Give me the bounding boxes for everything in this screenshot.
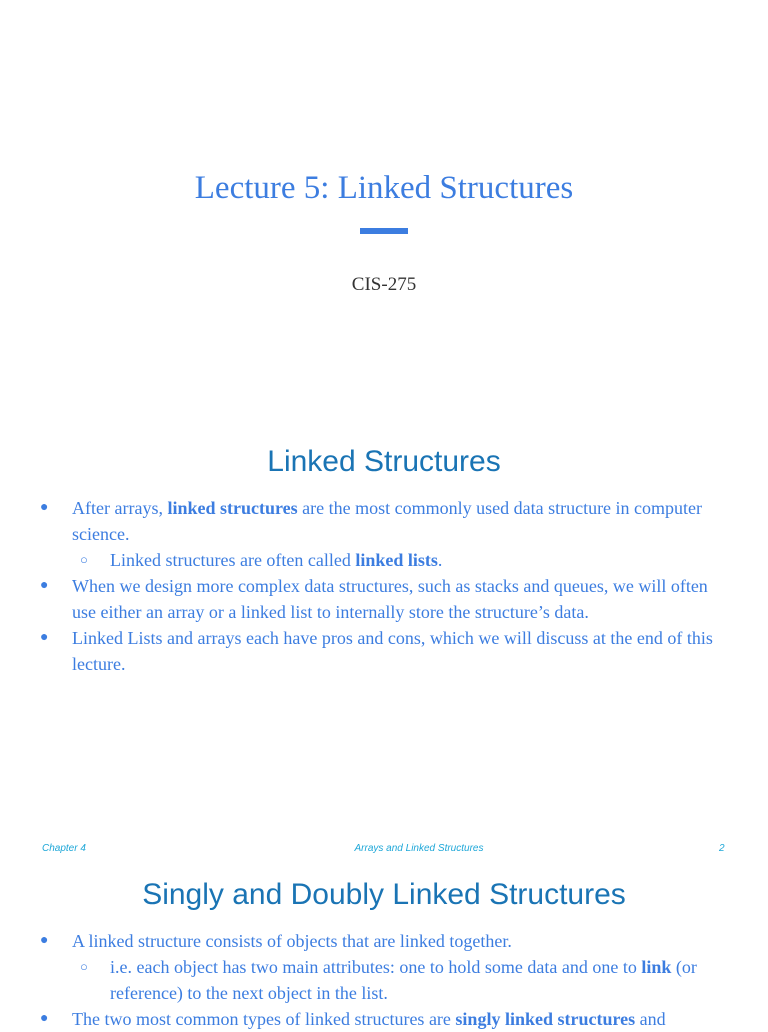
slide3-bullet-list (0, 928, 768, 1032)
bullet-text-post: are the most commonly used data structure in computer science. (72, 498, 703, 544)
title-underline-rule (360, 228, 408, 234)
list-item (0, 625, 768, 677)
bullet-text-bold: linked structures (167, 498, 298, 518)
bullet-text-bold: linked lists (355, 550, 438, 570)
bullet-marker-icon: ● (40, 933, 49, 948)
bullet-text: A linked structure consists of objects that are linked together. (72, 931, 512, 951)
list-item (0, 1006, 768, 1032)
bullet-text-pre: i.e. each object has two main attributes: one to hold some data and one to (110, 957, 642, 977)
footer-page-number: 2 (719, 843, 725, 854)
bullet-text-post: . (437, 550, 443, 570)
bullet-text-pre: Linked structures are often called (110, 550, 356, 570)
sub-bullet-marker-icon: ○ (80, 552, 88, 567)
list-item (0, 954, 768, 1006)
list-item (0, 573, 768, 625)
bullet-text: When we design more complex data structures, such as stacks and queues, we will often use either an array or a linked list to internally store the structure’s data. (72, 576, 708, 622)
list-item (0, 495, 768, 547)
bullet-text-pre: The two most common types of linked structures are (72, 1009, 456, 1029)
bullet-text: Linked Lists and arrays each have pros and cons, which we will discuss at the end of this lecture. (72, 628, 713, 674)
bullet-marker-icon: ● (40, 578, 49, 593)
lecture-title: Lecture 5: Linked Structures (194, 170, 574, 206)
bullet-text-bold: singly linked structures (455, 1009, 636, 1029)
footer-chapter: Chapter 4 (42, 843, 86, 854)
bullet-marker-icon: ● (40, 630, 49, 645)
bullet-text-bold: link (641, 957, 672, 977)
bullet-marker-icon: ● (40, 500, 49, 515)
sub-bullet-marker-icon: ○ (80, 959, 88, 974)
list-item (0, 547, 768, 573)
list-item (0, 928, 768, 954)
bullet-text-pre: After arrays, (72, 498, 168, 518)
course-code-subtitle: CIS-275 (351, 274, 417, 295)
bullet-marker-icon: ● (40, 1011, 49, 1026)
slide2-bullet-list (0, 495, 768, 677)
slide3-heading: Singly and Doubly Linked Structures (142, 878, 626, 911)
slide2-heading: Linked Structures (267, 445, 501, 478)
bullet-text-post: and (635, 1009, 666, 1029)
bullet-text-post: (or reference) to the next object in the list. (110, 957, 697, 1003)
footer-title: Arrays and Linked Structures (354, 843, 484, 854)
